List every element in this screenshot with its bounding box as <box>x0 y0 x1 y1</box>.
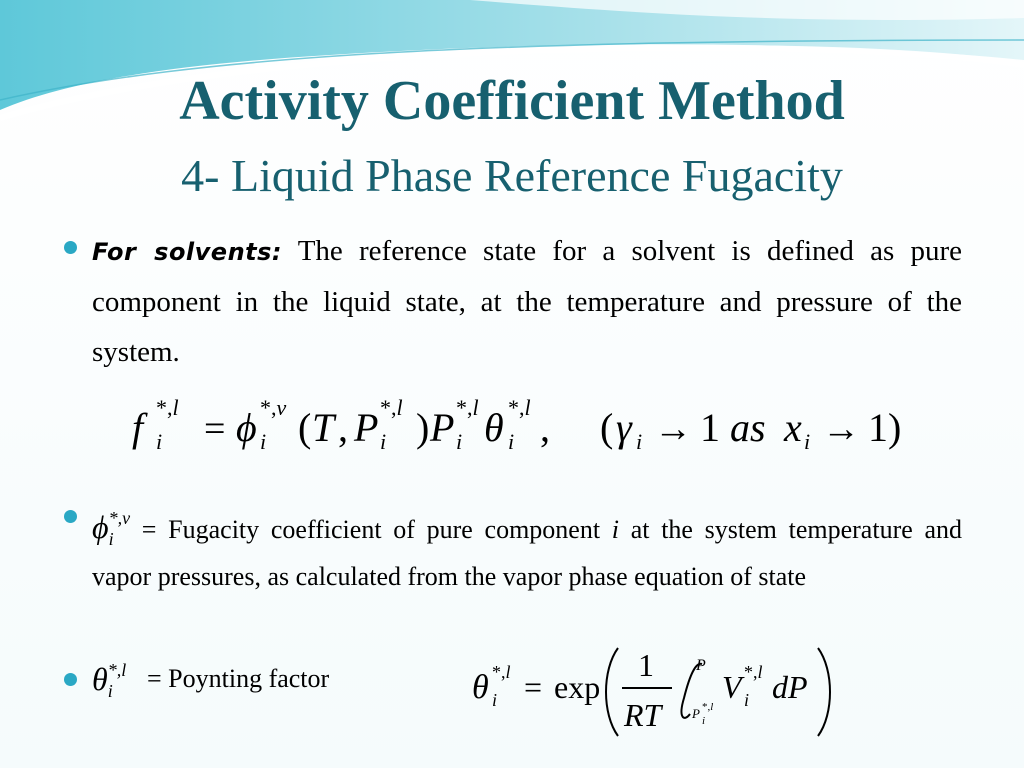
svg-text:1): 1) <box>868 405 902 450</box>
svg-text:=: = <box>524 669 543 705</box>
fugacity-def-italic: i <box>611 515 620 544</box>
svg-text:(: ( <box>298 405 312 450</box>
svg-text:i: i <box>260 429 267 454</box>
svg-text:*,l: *,l <box>508 395 531 420</box>
slide-title: Activity Coefficient Method <box>179 70 845 132</box>
fugacity-def-after: at the system temperature and vapor pressures, as calculated from the vapor phase equation of state <box>92 515 963 591</box>
bullet-marker-3 <box>64 673 77 686</box>
poynting-equation <box>470 640 840 740</box>
svg-text:→: → <box>822 408 860 450</box>
bullet-marker-1 <box>64 241 77 254</box>
svg-text:T: T <box>312 405 335 450</box>
reference-fugacity-equation <box>132 393 932 463</box>
svg-text:V: V <box>722 669 742 705</box>
bullet-solvents <box>92 226 962 377</box>
svg-text:*,l: *,l <box>492 662 511 682</box>
svg-text:P: P <box>696 657 706 674</box>
phi-symbol: ϕ <box>92 509 109 545</box>
svg-text:θ: θ <box>472 669 489 706</box>
svg-text:): ) <box>416 405 430 450</box>
svg-text:i: i <box>744 690 750 710</box>
svg-text:*,l: *,l <box>702 701 714 713</box>
svg-text:i: i <box>380 429 387 454</box>
svg-text:*,l: *,l <box>380 395 403 420</box>
svg-text:P: P <box>354 405 379 450</box>
svg-text:1: 1 <box>638 647 654 683</box>
svg-text:i: i <box>492 690 498 710</box>
svg-text:i: i <box>702 715 706 727</box>
svg-text:(: ( <box>600 405 614 450</box>
svg-text:i: i <box>508 429 515 454</box>
svg-text:γ: γ <box>616 405 632 450</box>
svg-text:1: 1 <box>700 405 720 450</box>
svg-text:*,v: *,v <box>260 395 287 420</box>
svg-text:i: i <box>804 429 811 454</box>
bullet-fugacity-coefficient <box>92 500 962 595</box>
svg-text:x: x <box>784 405 802 450</box>
bullet-solvents-text: The reference state for a solvent is defined as pure component in the liquid state, at the temperature and pressure of the system. <box>92 235 962 368</box>
svg-text:i: i <box>456 429 463 454</box>
svg-text:exp: exp <box>554 669 601 705</box>
phi-subscript: i <box>108 529 114 549</box>
svg-text:i: i <box>636 429 643 454</box>
bullet-solvents-lead: For solvents: <box>92 238 283 266</box>
svg-text:f: f <box>132 405 144 450</box>
svg-text:P: P <box>692 706 700 721</box>
svg-text:i: i <box>156 429 163 454</box>
svg-text:*,l: *,l <box>156 395 179 420</box>
phi-superscript: *,v <box>108 508 131 528</box>
slide-subtitle: 4- Liquid Phase Reference Fugacity <box>181 150 843 201</box>
svg-text:,: , <box>540 405 550 450</box>
svg-text:*,l: *,l <box>456 395 479 420</box>
theta-symbol: $\theta_i^{*,l}$ <box>92 660 127 701</box>
svg-text:dP: dP <box>772 669 808 705</box>
svg-text:→: → <box>654 408 692 450</box>
poynting-definition: = Poynting factor <box>147 664 330 693</box>
svg-text:,: , <box>338 405 348 450</box>
svg-text:=: = <box>204 408 226 450</box>
fugacity-def-before: = Fugacity coefficient of pure component <box>141 515 601 544</box>
svg-text:RT: RT <box>624 697 662 733</box>
svg-text:ϕ: ϕ <box>236 405 257 450</box>
svg-text:as: as <box>730 405 766 450</box>
svg-text:*,l: *,l <box>744 662 763 682</box>
svg-text:θ: θ <box>484 405 504 450</box>
svg-text:P: P <box>430 405 455 450</box>
bullet-marker-2 <box>64 510 77 523</box>
